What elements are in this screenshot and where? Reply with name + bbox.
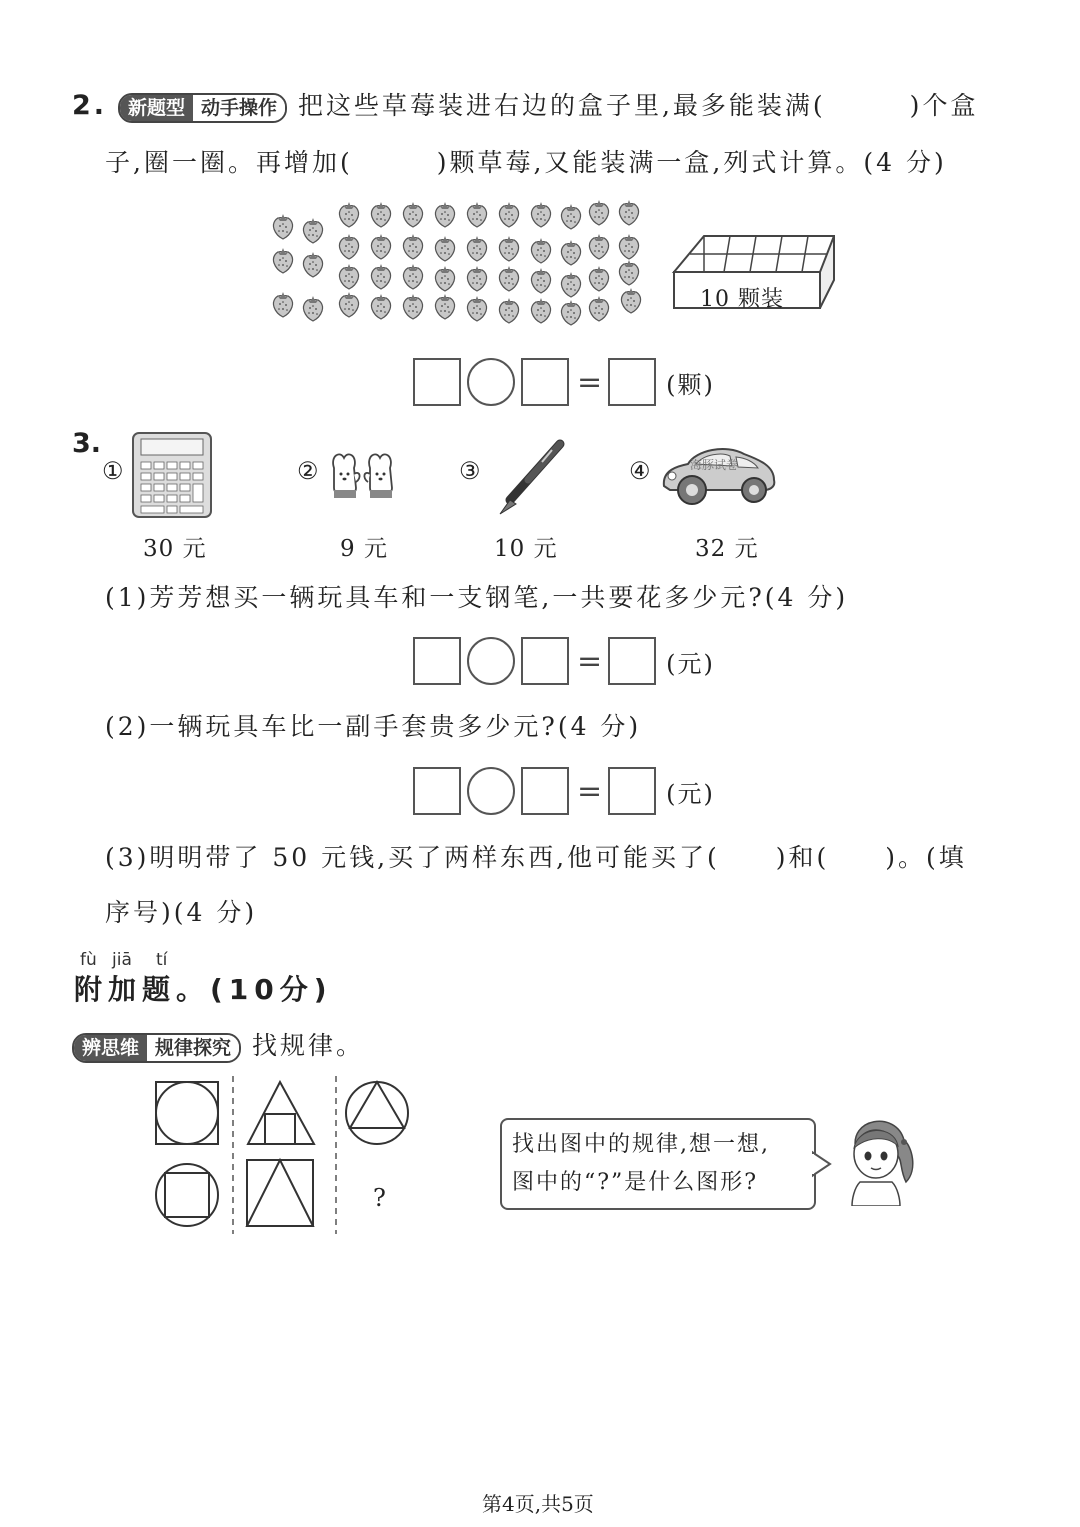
sub1-unit: (元) <box>666 649 715 678</box>
q3-sub3-line1: (3)明明带了 50 元钱,买了两样东西,他可能买了( )和( )。(填 <box>105 843 967 872</box>
circle-shape <box>156 1082 218 1144</box>
q3-sub3-line2: 序号)(4 分) <box>105 898 258 927</box>
speech-bubble <box>500 1118 816 1210</box>
item-2-price: 9 元 <box>340 536 388 562</box>
q2-tag-new-type: 新题型 <box>120 95 193 121</box>
strawberry-row-2 <box>273 234 638 277</box>
toy-car-icon <box>656 440 782 510</box>
bubble-line-2: 图中的“?”是什么图形? <box>512 1170 759 1195</box>
q2-text-line2: 子,圈一圈。再增加( )颗草莓,又能装满一盒,列式计算。(4 分) <box>105 148 947 177</box>
q2-answer-box-1[interactable] <box>413 358 461 406</box>
bonus-instruction-line <box>72 1026 364 1063</box>
q2-answer-box-result[interactable] <box>608 358 656 406</box>
item-3-price: 10 元 <box>494 536 558 562</box>
sub2-answer-box-2[interactable] <box>521 767 569 815</box>
calculator-icon <box>130 430 214 520</box>
bonus-title: 附加题。(10分) <box>74 973 333 1006</box>
girl-avatar <box>840 1110 920 1206</box>
q3-number: 3. <box>72 428 102 459</box>
q2-equation <box>413 358 715 406</box>
item-4-price: 32 元 <box>695 536 759 562</box>
bonus-pinyin-2: jiā <box>112 950 132 970</box>
pen-icon <box>488 438 568 518</box>
q2-text-line1: 把这些草莓装进右边的盒子里,最多能装满( )个盒 <box>297 91 979 120</box>
item-3-number: ③ <box>459 457 481 485</box>
sub1-answer-box-2[interactable] <box>521 637 569 685</box>
sub2-answer-box-result[interactable] <box>608 767 656 815</box>
sub2-operator-circle[interactable] <box>467 767 515 815</box>
item-2-number: ② <box>297 457 319 485</box>
q2-operator-circle[interactable] <box>467 358 515 406</box>
q3-sub1-text: (1)芳芳想买一辆玩具车和一支钢笔,一共要花多少元?(4 分) <box>105 583 849 612</box>
box-label: 10 颗装 <box>700 287 784 312</box>
square-shape <box>247 1160 313 1226</box>
q2-tag <box>118 93 287 123</box>
bonus-pinyin-3: tí <box>156 950 168 970</box>
q2-unit: (颗) <box>666 370 715 399</box>
strawberries-grid <box>265 196 655 331</box>
equals-sign: = <box>577 643 603 679</box>
bonus-pinyin-1: fù <box>80 950 97 970</box>
bonus-tag-thinking: 辨思维 <box>74 1035 147 1061</box>
sub1-answer-box-1[interactable] <box>413 637 461 685</box>
sub1-operator-circle[interactable] <box>467 637 515 685</box>
square-shape <box>265 1114 295 1144</box>
bonus-tag <box>72 1033 241 1063</box>
circle-shape <box>346 1082 408 1144</box>
strawberry-row-4 <box>273 288 640 325</box>
q3-sub2-text: (2)一辆玩具车比一副手套贵多少元?(4 分) <box>105 712 642 741</box>
page-footer: 第4页,共5页 <box>482 1492 594 1516</box>
triangle-shape <box>247 1160 313 1226</box>
strawberry-row-3 <box>339 260 638 297</box>
gloves-icon <box>326 448 402 504</box>
watermark: 海豚试卷 <box>690 458 739 472</box>
square-shape <box>165 1173 209 1217</box>
q2-line1 <box>72 86 978 123</box>
question-mark: ? <box>373 1184 386 1212</box>
q2-answer-box-2[interactable] <box>521 358 569 406</box>
item-4-number: ④ <box>629 457 651 485</box>
bubble-tail <box>812 1150 834 1180</box>
q3-sub1-equation <box>413 637 715 685</box>
item-1-number: ① <box>102 457 124 485</box>
bonus-instruction: 找规律。 <box>251 1031 364 1060</box>
q3-sub2-equation <box>413 767 715 815</box>
equals-sign: = <box>577 364 603 400</box>
sub2-unit: (元) <box>666 779 715 808</box>
q2-tag-hands-on: 动手操作 <box>193 95 285 121</box>
sub2-answer-box-1[interactable] <box>413 767 461 815</box>
bonus-tag-pattern: 规律探究 <box>147 1035 239 1061</box>
equals-sign: = <box>577 773 603 809</box>
q2-number: 2. <box>72 90 108 121</box>
item-1-price: 30 元 <box>143 536 207 562</box>
bubble-line-1: 找出图中的规律,想一想, <box>512 1132 770 1157</box>
strawberry-row-1 <box>273 200 638 243</box>
sub1-answer-box-result[interactable] <box>608 637 656 685</box>
